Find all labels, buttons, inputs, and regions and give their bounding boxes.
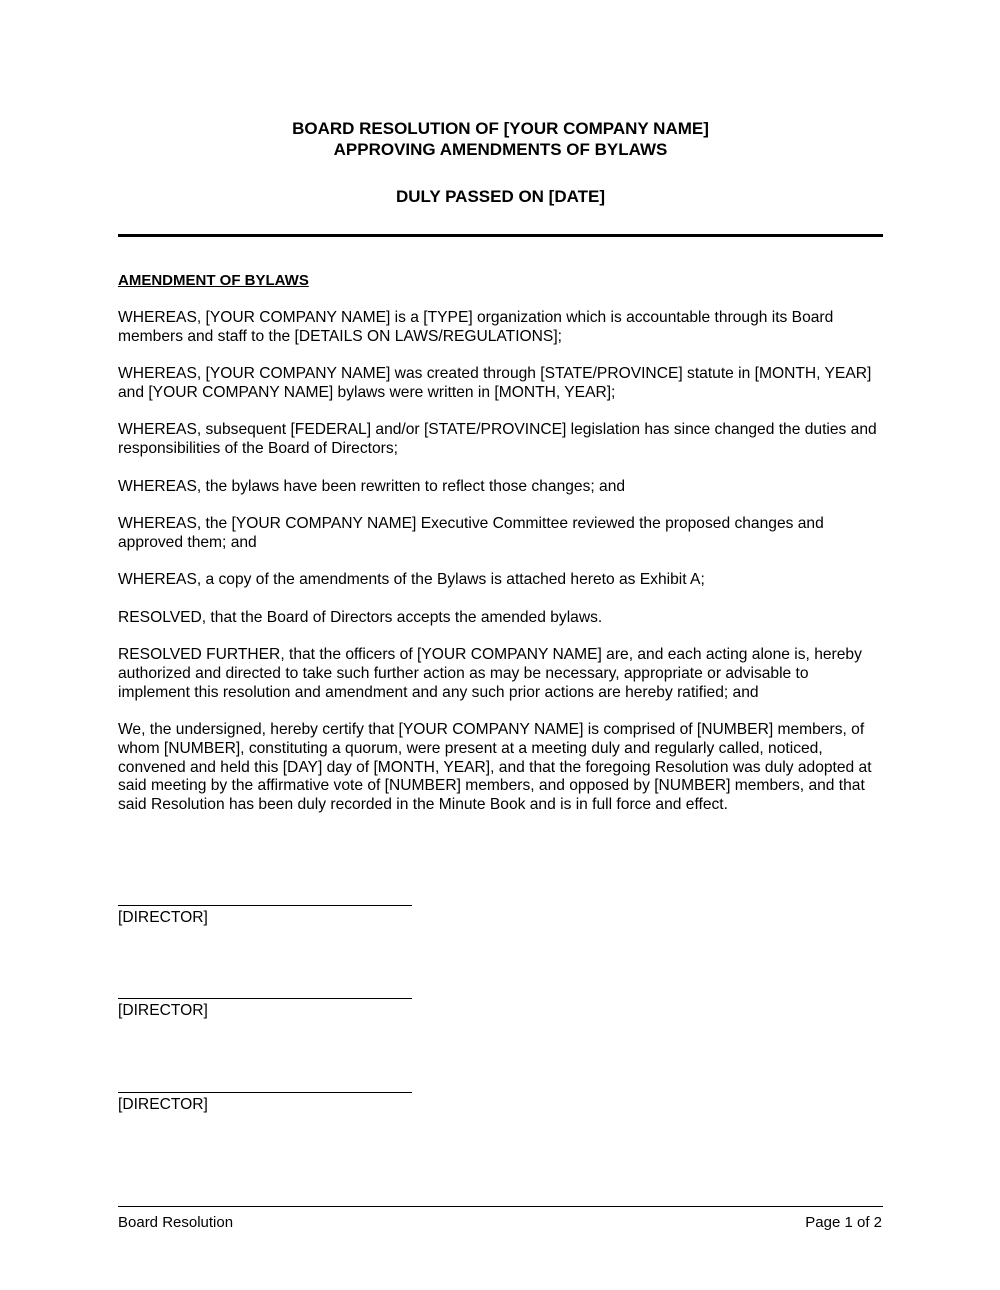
paragraph: WHEREAS, the [YOUR COMPANY NAME] Executive Committee reviewed the proposed changes and approved them; and [118, 514, 824, 551]
paragraph: WHEREAS, [YOUR COMPANY NAME] is a [TYPE] organization which is accountable through its Board members and staff to the [DETAILS ON LAWS/REGULATIONS]; [118, 309, 834, 345]
title-line: APPROVING AMENDMENTS OF BYLAWS [333, 140, 668, 159]
signature-block [118, 905, 413, 927]
signature-label: [DIRECTOR] [118, 1002, 208, 1019]
signature-line [118, 905, 412, 906]
signature-block [118, 998, 413, 1020]
paragraph: We, the undersigned, hereby certify that [YOUR COMPANY NAME] is comprised of [NUMBER] members, of whom [NUMBER], constituting a quorum, were present at a meeting duly and regularly called, noticed, convened and held this [DAY] day of [MONTH, YEAR], and that the foregoing Resolution was duly adopted at said meeting by the affirmative vote of [NUMBER] members, and opposed by [NUMBER] members, and that said Resolution has been duly recorded in the Minute Book and is in full force and effect. [118, 720, 872, 814]
paragraph: WHEREAS, [YOUR COMPANY NAME] was created through [STATE/PROVINCE] statute in [MONTH, YEAR] and [YOUR COMPANY NAME] bylaws were written in [MONTH, YEAR]; [118, 365, 872, 401]
paragraph: WHEREAS, the bylaws have been rewritten to reflect those changes; and [118, 477, 626, 495]
paragraph: RESOLVED FURTHER, that the officers of [YOUR COMPANY NAME] are, and each acting alone is, hereby authorized and directed to take such further action as may be necessary, appropriate or advisable to implement this resolution and amendment and any such prior actions are hereby ratified; and [118, 645, 862, 701]
signature-block [118, 1092, 413, 1114]
paragraph: RESOLVED, that the Board of Directors accepts the amended bylaws. [118, 608, 603, 626]
document-subtitle: DULY PASSED ON [DATE] [395, 187, 606, 206]
footer-page-number: Page 1 of 2 [805, 1214, 882, 1231]
document-body [118, 309, 883, 833]
footer-document-name: Board Resolution [118, 1214, 234, 1231]
paragraph: WHEREAS, a copy of the amendments of the Bylaws is attached hereto as Exhibit A; [118, 571, 705, 589]
footer-divider [118, 1206, 883, 1207]
title-line: BOARD RESOLUTION OF [YOUR COMPANY NAME] [292, 119, 709, 138]
document-title [118, 118, 883, 160]
signature-label: [DIRECTOR] [118, 1096, 208, 1113]
signature-line [118, 998, 412, 999]
section-heading: AMENDMENT OF BYLAWS [118, 272, 309, 289]
paragraph: WHEREAS, subsequent [FEDERAL] and/or [STATE/PROVINCE] legislation has since changed the duties and responsibilities of the Board of Directors; [118, 421, 877, 458]
header-divider [118, 234, 883, 237]
signature-label: [DIRECTOR] [118, 909, 208, 926]
signature-line [118, 1092, 412, 1093]
